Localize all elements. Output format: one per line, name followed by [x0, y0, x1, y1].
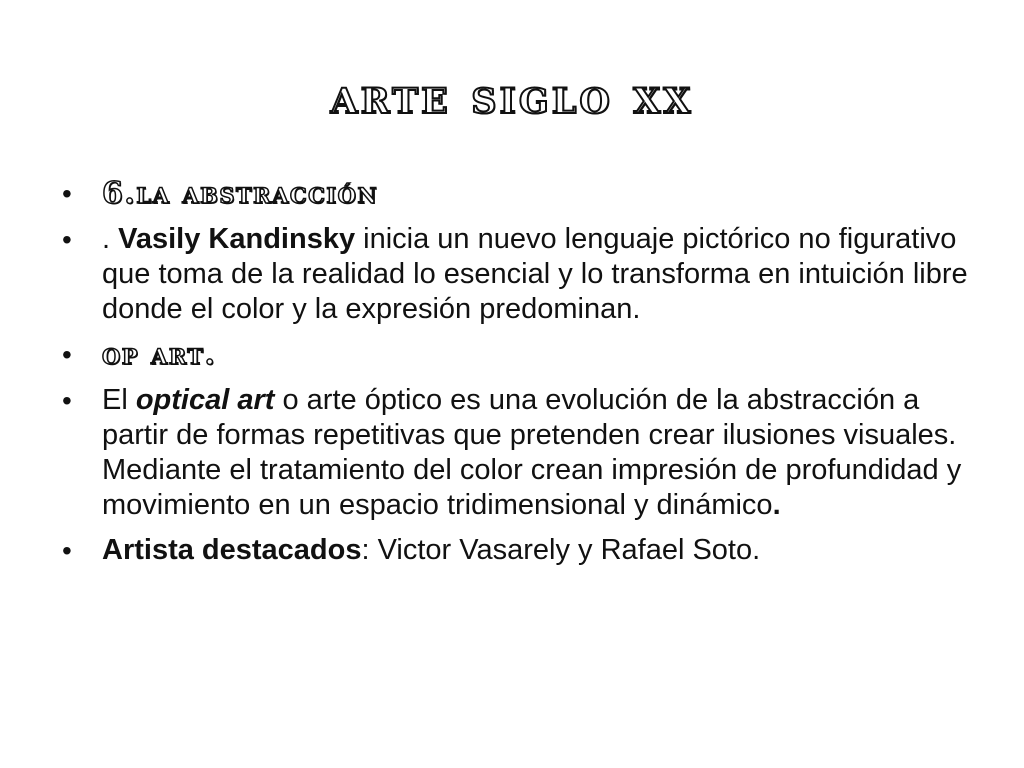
- item-lead: El: [102, 384, 136, 416]
- item-text: inicia un nuevo lenguaje pictórico no figurativo que toma de la realidad lo esencial y lo transforma en intuición libre donde el color y la expresión predominan.: [102, 223, 968, 325]
- section-heading: 6.la abstracción: [102, 176, 379, 211]
- slide-title: arte siglo xx: [330, 66, 694, 125]
- item-lead: .: [102, 223, 119, 255]
- artists-label: Artista destacados: [102, 534, 362, 566]
- artist-name: Vasily Kandinsky: [118, 223, 356, 255]
- section-heading: op art.: [102, 337, 217, 372]
- item-text: : Victor Vasarely y Rafael Soto.: [361, 534, 761, 566]
- bullet-icon: •: [62, 339, 72, 370]
- list-item-kandinsky: [62, 222, 972, 327]
- list-item-optical-art: [62, 383, 972, 523]
- list-item-op-art-heading: [62, 337, 972, 373]
- list-item-abstraction-heading: [62, 176, 972, 212]
- bullet-icon: •: [62, 178, 72, 209]
- bullet-list: [62, 176, 972, 578]
- bullet-icon: •: [62, 385, 72, 416]
- bullet-icon: •: [62, 224, 72, 255]
- emphasized-term: optical art: [135, 384, 275, 416]
- item-text: o arte óptico es una evolución de la abstracción a partir de formas repetitivas que pretenden crear ilusiones visuales. Mediante el tratamiento del color crean impresión de profundidad y movimiento en un espacio tridimensional y dinámico: [102, 384, 962, 521]
- bullet-icon: •: [62, 535, 72, 566]
- list-item-artists: [62, 533, 972, 568]
- item-end-punctuation: .: [772, 489, 781, 521]
